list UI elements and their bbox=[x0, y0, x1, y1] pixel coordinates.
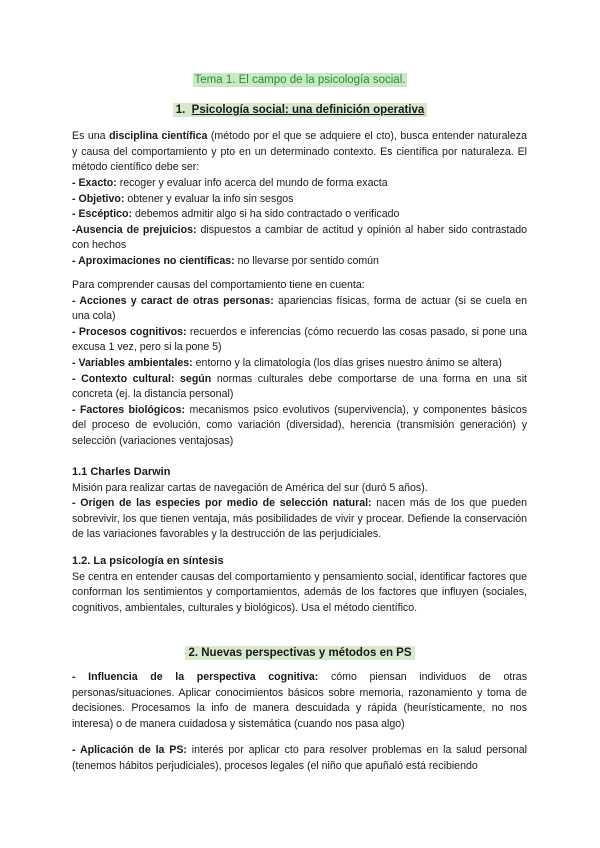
item-label: - Variables ambientales: bbox=[72, 356, 193, 369]
item-text: recoger y evaluar info acerca del mundo de forma exacta bbox=[116, 177, 388, 189]
section2-heading: 2. Nuevas perspectivas y métodos en PS bbox=[185, 646, 414, 660]
list-item bbox=[72, 176, 527, 192]
item-label: - Objetivo: bbox=[72, 192, 125, 205]
sintesis-section bbox=[72, 554, 527, 616]
list-item bbox=[72, 254, 527, 270]
item-label: -Ausencia de prejuicios: bbox=[72, 223, 197, 236]
list-item bbox=[72, 356, 527, 372]
item-text: debemos admitir algo si ha sido contractado o verificado bbox=[132, 208, 400, 221]
darwin-label: - Origen de las especies por medio de selección natural: bbox=[72, 497, 372, 510]
causes-list bbox=[72, 278, 527, 450]
p1-label: - Influencia de la perspectiva cognitiva: bbox=[72, 671, 319, 683]
intro-text-c: (método por el que se adquiere el cto), busca entender naturaleza y causa del comportamiento y pto en un determinado contexto. Es científica por naturaleza. El método científico debe ser: bbox=[72, 130, 527, 174]
list-item bbox=[72, 294, 527, 325]
item-text: entorno y la climatología (los días grises nuestro ánimo se altera) bbox=[192, 356, 502, 369]
item-label: - Aproximaciones no científicas: bbox=[72, 254, 235, 267]
darwin-text: nacen más de los que pueden sobrevivir, los que tienen ventaja, más posibilidades de vivir y procear. Defiende la conservación de las variaciones favorables y la destrucción de las perjudiciales. bbox=[72, 497, 527, 541]
item-label: - Contexto cultural: según bbox=[72, 372, 212, 385]
darwin-heading: 1.1 Charles Darwin bbox=[72, 466, 171, 478]
list-item bbox=[72, 207, 527, 223]
section1-title: Psicología social: una definición operativa bbox=[191, 104, 425, 116]
section1-heading bbox=[173, 103, 428, 117]
list-item bbox=[72, 325, 527, 356]
section2-p1 bbox=[72, 670, 527, 732]
section2-heading-wrap bbox=[0, 643, 600, 661]
item-label: - Factores biológicos: bbox=[72, 403, 186, 416]
section2-p2 bbox=[72, 743, 527, 774]
sintesis-text: Se centra en entender causas del comportamiento y pensamiento social, identificar factores que conforman los sentimientos y comportamientos, además de los factores que influyen (sociales, cognitivos, ambientales, culturales y biológicos). Usa el método científico. bbox=[72, 570, 527, 614]
list-item bbox=[72, 223, 527, 254]
causes-intro: Para comprender causas del comportamiento tiene en cuenta: bbox=[72, 279, 365, 291]
section1-intro bbox=[72, 129, 527, 176]
intro-text-a: Es una bbox=[72, 130, 110, 142]
item-text: no llevarse por sentido común bbox=[234, 254, 379, 267]
intro-bold: disciplina científica bbox=[109, 130, 208, 142]
list-item bbox=[72, 192, 527, 208]
document-title-wrap bbox=[0, 70, 600, 88]
p2-text: interés por aplicar cto para resolver problemas en la salud personal (tenemos hábitos perjudiciales), procesos legales (el niño que apuñaló está recibiendo bbox=[72, 744, 527, 772]
item-text: mecanismos psico evolutivos (supervivencia), y componentes básicos del proceso de evolución, como variación (diversidad), herencia (transmisión generación) y selección (variaciones ventajosas) bbox=[72, 403, 527, 447]
item-text: recuerdos e inferencias (cómo recuerdo las cosas pasado, si pone una excusa 1 vez, pero si la pone 5) bbox=[72, 325, 527, 354]
item-label: - Procesos cognitivos: bbox=[72, 325, 187, 338]
item-label: - Acciones y caract de otras personas: bbox=[72, 294, 274, 307]
item-label: - Escéptico: bbox=[72, 208, 133, 221]
item-text: normas culturales debe comportarse de una forma en una sit concreta (ej. la distancia personal) bbox=[72, 372, 528, 401]
section1-number: 1. bbox=[175, 104, 186, 116]
document-title: Tema 1. El campo de la psicología social. bbox=[194, 74, 406, 86]
sintesis-heading: 1.2. La psicología en síntesis bbox=[72, 555, 224, 567]
darwin-section bbox=[72, 465, 527, 543]
method-list bbox=[72, 176, 527, 270]
item-text: obtener y evaluar la info sin sesgos bbox=[124, 192, 294, 205]
section1-heading-wrap bbox=[0, 100, 600, 118]
item-text: dispuestos a cambiar de actitud y opinión al haber sido contrastado con hechos bbox=[72, 223, 528, 252]
list-item bbox=[72, 403, 527, 450]
item-label: - Exacto: bbox=[72, 177, 117, 189]
item-text: apariencias físicas, forma de actuar (si se cuela en una cola) bbox=[72, 294, 528, 323]
darwin-paragraph bbox=[72, 496, 527, 543]
p2-label: - Aplicación de la PS: bbox=[72, 744, 187, 756]
list-item bbox=[72, 372, 527, 403]
p1-text: cómo piensan individuos de otras personas/situaciones. Aplicar conocimientos básicos sobre memoria, razonamiento y toma de decisiones. Procesamos la info de manera descuidada y rápida (heurísticamente, no nos interesa) o de manera cuidadosa y sistemática (cuando nos pasa algo) bbox=[72, 671, 527, 730]
darwin-line: Misión para realizar cartas de navegación de América del sur (duró 5 años). bbox=[72, 481, 428, 494]
